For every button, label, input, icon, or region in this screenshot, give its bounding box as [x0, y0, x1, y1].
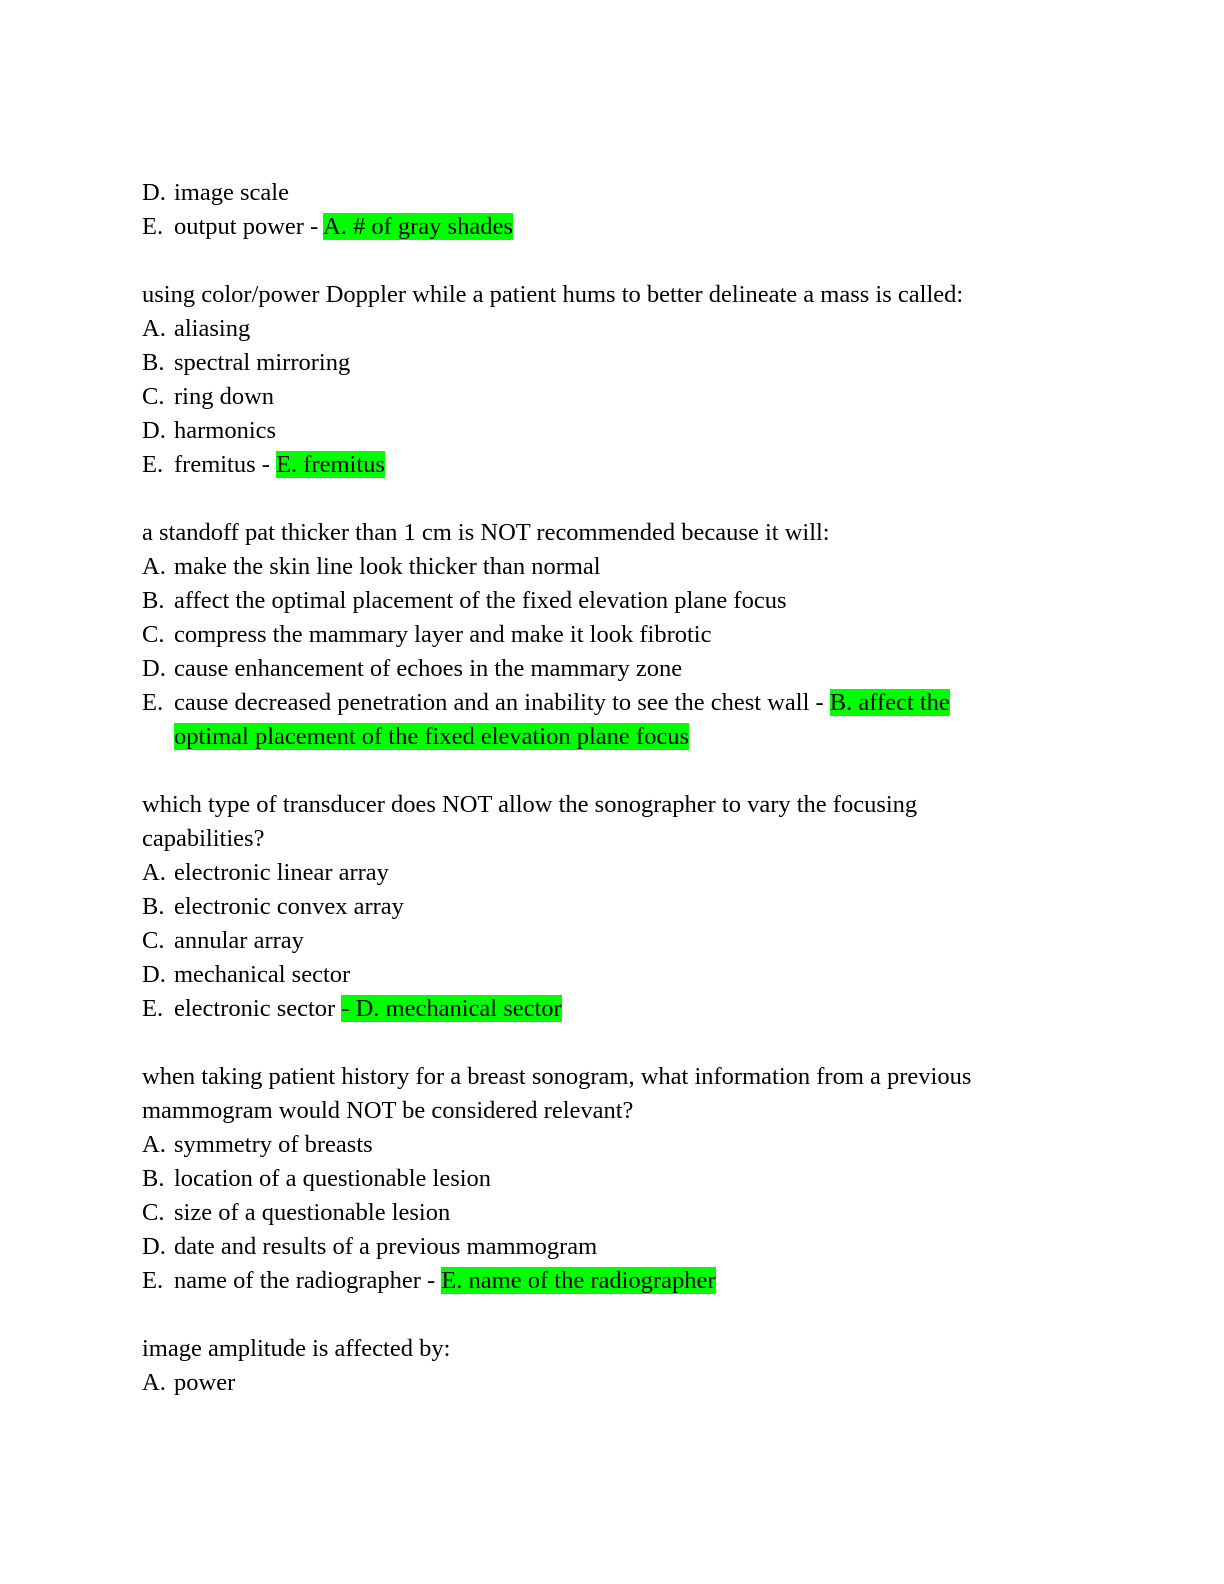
option-letter: A.: [142, 1131, 166, 1158]
option-b: [142, 890, 1042, 924]
answer-highlight-continued: optimal placement of the fixed elevation plane focus: [174, 723, 689, 750]
option-letter: A.: [142, 1369, 166, 1396]
option-letter: D.: [142, 655, 166, 682]
option-letter: D.: [142, 961, 166, 988]
option-c: [142, 380, 1042, 414]
question-block-0: [142, 176, 1042, 244]
question-block-1: [142, 278, 1042, 482]
option-text: affect the optimal placement of the fixed elevation plane focus: [174, 587, 787, 614]
option-b: [142, 346, 1042, 380]
option-text: aliasing: [174, 315, 251, 342]
option-letter: C.: [142, 383, 165, 410]
question-text-continued: mammogram would NOT be considered relevant?: [142, 1097, 634, 1124]
option-text: cause decreased penetration and an inability to see the chest wall -: [174, 689, 830, 716]
question-block-5: [142, 1332, 1042, 1400]
question-block-4: [142, 1060, 1042, 1298]
option-letter: C.: [142, 621, 165, 648]
option-letter: E.: [142, 1267, 164, 1294]
option-letter: C.: [142, 1199, 165, 1226]
option-c: [142, 924, 1042, 958]
answer-highlight: B. affect the: [829, 689, 950, 716]
option-text-with-answer: [174, 1264, 716, 1298]
option-text: make the skin line look thicker than normal: [174, 553, 601, 580]
answer-highlight: E. name of the radiographer: [441, 1267, 716, 1294]
option-text: mechanical sector: [174, 961, 351, 988]
option-e: [142, 448, 1042, 482]
option-letter: E.: [142, 995, 164, 1022]
option-letter: E.: [142, 213, 164, 240]
option-letter: D.: [142, 179, 166, 206]
answer-highlight: E. fremitus: [276, 451, 385, 478]
option-letter: A.: [142, 553, 166, 580]
option-text: cause enhancement of echoes in the mammary zone: [174, 655, 683, 682]
option-text: name of the radiographer -: [174, 1267, 442, 1294]
option-c: [142, 1196, 1042, 1230]
option-text: electronic convex array: [174, 893, 404, 920]
spacer: [142, 482, 1042, 516]
question-text: which type of transducer does NOT allow the sonographer to vary the focusing: [142, 791, 918, 818]
option-letter: A.: [142, 859, 166, 886]
option-text: symmetry of breasts: [174, 1131, 373, 1158]
question-text: using color/power Doppler while a patient hums to better delineate a mass is called:: [142, 281, 964, 308]
option-letter: D.: [142, 1233, 166, 1260]
option-text: output power -: [174, 213, 324, 240]
option-text: location of a questionable lesion: [174, 1165, 492, 1192]
option-a: [142, 312, 1042, 346]
question-block-2: [142, 516, 1042, 754]
option-text: power: [174, 1369, 236, 1396]
option-text: size of a questionable lesion: [174, 1199, 451, 1226]
option-text-with-answer: [174, 686, 950, 754]
option-text-with-answer: [174, 448, 385, 482]
spacer: [142, 1026, 1042, 1060]
option-d: [142, 652, 1042, 686]
option-text: ring down: [174, 383, 275, 410]
document-page: [142, 176, 1042, 1400]
option-text: electronic sector: [174, 995, 342, 1022]
option-d: [142, 1230, 1042, 1264]
option-a: [142, 1366, 1042, 1400]
option-e: [142, 992, 1042, 1026]
option-text-with-answer: [174, 210, 513, 244]
spacer: [142, 244, 1042, 278]
option-letter: D.: [142, 417, 166, 444]
option-e: [142, 210, 1042, 244]
option-a: [142, 550, 1042, 584]
question-text-continued: capabilities?: [142, 825, 265, 852]
option-text: fremitus -: [174, 451, 277, 478]
question-text: a standoff pat thicker than 1 cm is NOT recommended because it will:: [142, 519, 830, 546]
option-letter: E.: [142, 689, 164, 716]
option-e: [142, 1264, 1042, 1298]
option-letter: B.: [142, 1165, 165, 1192]
option-letter: A.: [142, 315, 166, 342]
option-text: compress the mammary layer and make it look fibrotic: [174, 621, 712, 648]
option-text: date and results of a previous mammogram: [174, 1233, 598, 1260]
option-d: [142, 176, 1042, 210]
option-d: [142, 414, 1042, 448]
option-text: harmonics: [174, 417, 277, 444]
spacer: [142, 1298, 1042, 1332]
option-letter: B.: [142, 893, 165, 920]
question-text: when taking patient history for a breast sonogram, what information from a previous: [142, 1063, 972, 1090]
option-b: [142, 1162, 1042, 1196]
option-b: [142, 584, 1042, 618]
option-text: electronic linear array: [174, 859, 389, 886]
option-e: [142, 686, 1042, 754]
option-letter: B.: [142, 349, 165, 376]
answer-highlight: - D. mechanical sector: [341, 995, 562, 1022]
answer-highlight: A. # of gray shades: [323, 213, 513, 240]
option-text: spectral mirroring: [174, 349, 351, 376]
option-text: image scale: [174, 179, 289, 206]
spacer: [142, 754, 1042, 788]
question-block-3: [142, 788, 1042, 1026]
option-letter: C.: [142, 927, 165, 954]
option-d: [142, 958, 1042, 992]
option-letter: E.: [142, 451, 164, 478]
option-text: annular array: [174, 927, 304, 954]
option-c: [142, 618, 1042, 652]
option-letter: B.: [142, 587, 165, 614]
option-a: [142, 856, 1042, 890]
option-text-with-answer: [174, 992, 562, 1026]
question-text: image amplitude is affected by:: [142, 1335, 451, 1362]
option-a: [142, 1128, 1042, 1162]
